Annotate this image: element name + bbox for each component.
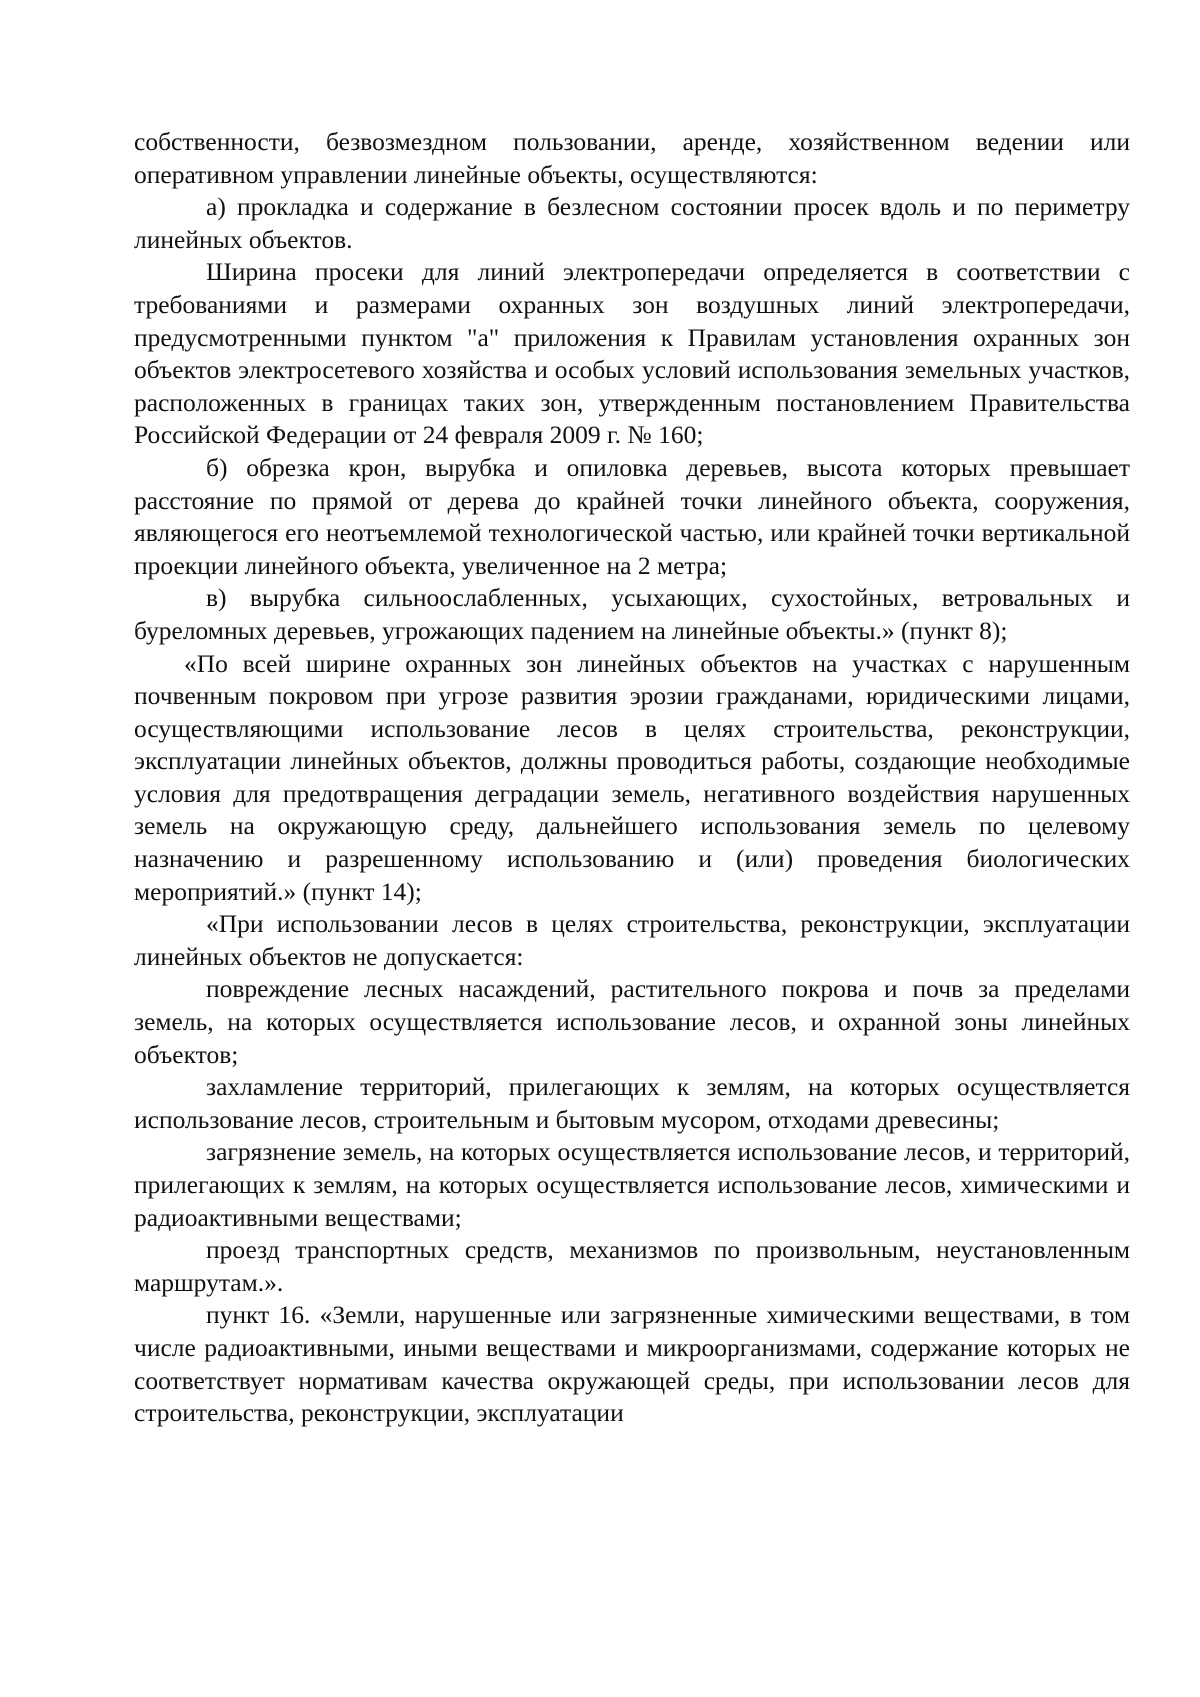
paragraph-point-16: пункт 16. «Земли, нарушенные или загрязненные химическими веществами, в том числе радиоактивными, иными веществами и микроорганизмами, содержание которых не соответствует нормативам качества окружающей среды, при использовании лесов для строительства, реконструкции, эксплуатации xyxy=(134,1300,1130,1428)
paragraph-item-v: в) вырубка сильноослабленных, усыхающих, сухостойных, ветровальных и буреломных деревьев, угрожающих падением на линейные объекты.» (пункт 8); xyxy=(134,583,1130,645)
list-item-pollution: загрязнение земель, на которых осуществляется использование лесов, и территорий, прилегающих к землям, на которых осуществляется использование лесов, химическими и радиоактивными веществами; xyxy=(134,1137,1130,1232)
paragraph-point-14: «По всей ширине охранных зон линейных объектов на участках с нарушенным почвенным покровом при угрозе развития эрозии гражданами, юридическими лицами, осуществляющими использование лесов в целях строительства, реконструкции, эксплуатации линейных объектов, должны проводиться работы, создающие необходимые условия для предотвращения деградации земель, негативного воздействия нарушенных земель на окружающую среду, дальнейшего использования земель по целевому назначению и разрешенному использованию и (или) проведения биологических мероприятий.» (пункт 14); xyxy=(134,648,1130,906)
paragraph-continuation: собственности, безвозмездном пользовании, аренде, хозяйственном ведении или оперативном управлении линейные объекты, осуществляются: xyxy=(134,127,1130,189)
paragraph-clearing-width: Ширина просеки для линий электропередачи определяется в соответствии с требованиями и размерами охранных зон воздушных линий электропередачи, предусмотренными пунктом "а" приложения к Правилам установления охранных зон объектов электросетевого хозяйства и особых условий использования земельных участков, расположенных в границах таких зон, утвержденным постановлением Правительства Российской Федерации от 24 февраля 2009 г. № 160; xyxy=(134,257,1130,450)
paragraph-item-b: б) обрезка крон, вырубка и опиловка деревьев, высота которых превышает расстояние по прямой от дерева до крайней точки линейного объекта, сооружения, являющегося его неотъемлемой технологической частью, или крайней точки вертикальной проекции линейного объекта, увеличенное на 2 метра; xyxy=(134,452,1130,580)
list-item-driving: проезд транспортных средств, механизмов по произвольным, неустановленным маршрутам.». xyxy=(134,1235,1130,1297)
document-page xyxy=(134,126,1130,1430)
list-item-damage: повреждение лесных насаждений, растительного покрова и почв за пределами земель, на которых осуществляется использование лесов, и охранной зоны линейных объектов; xyxy=(134,974,1130,1069)
paragraph-not-allowed-intro: «При использовании лесов в целях строительства, реконструкции, эксплуатации линейных объектов не допускается: xyxy=(134,909,1130,971)
paragraph-item-a: а) прокладка и содержание в безлесном состоянии просек вдоль и по периметру линейных объектов. xyxy=(134,192,1130,254)
list-item-littering: захламление территорий, прилегающих к землям, на которых осуществляется использование лесов, строительным и бытовым мусором, отходами древесины; xyxy=(134,1072,1130,1134)
